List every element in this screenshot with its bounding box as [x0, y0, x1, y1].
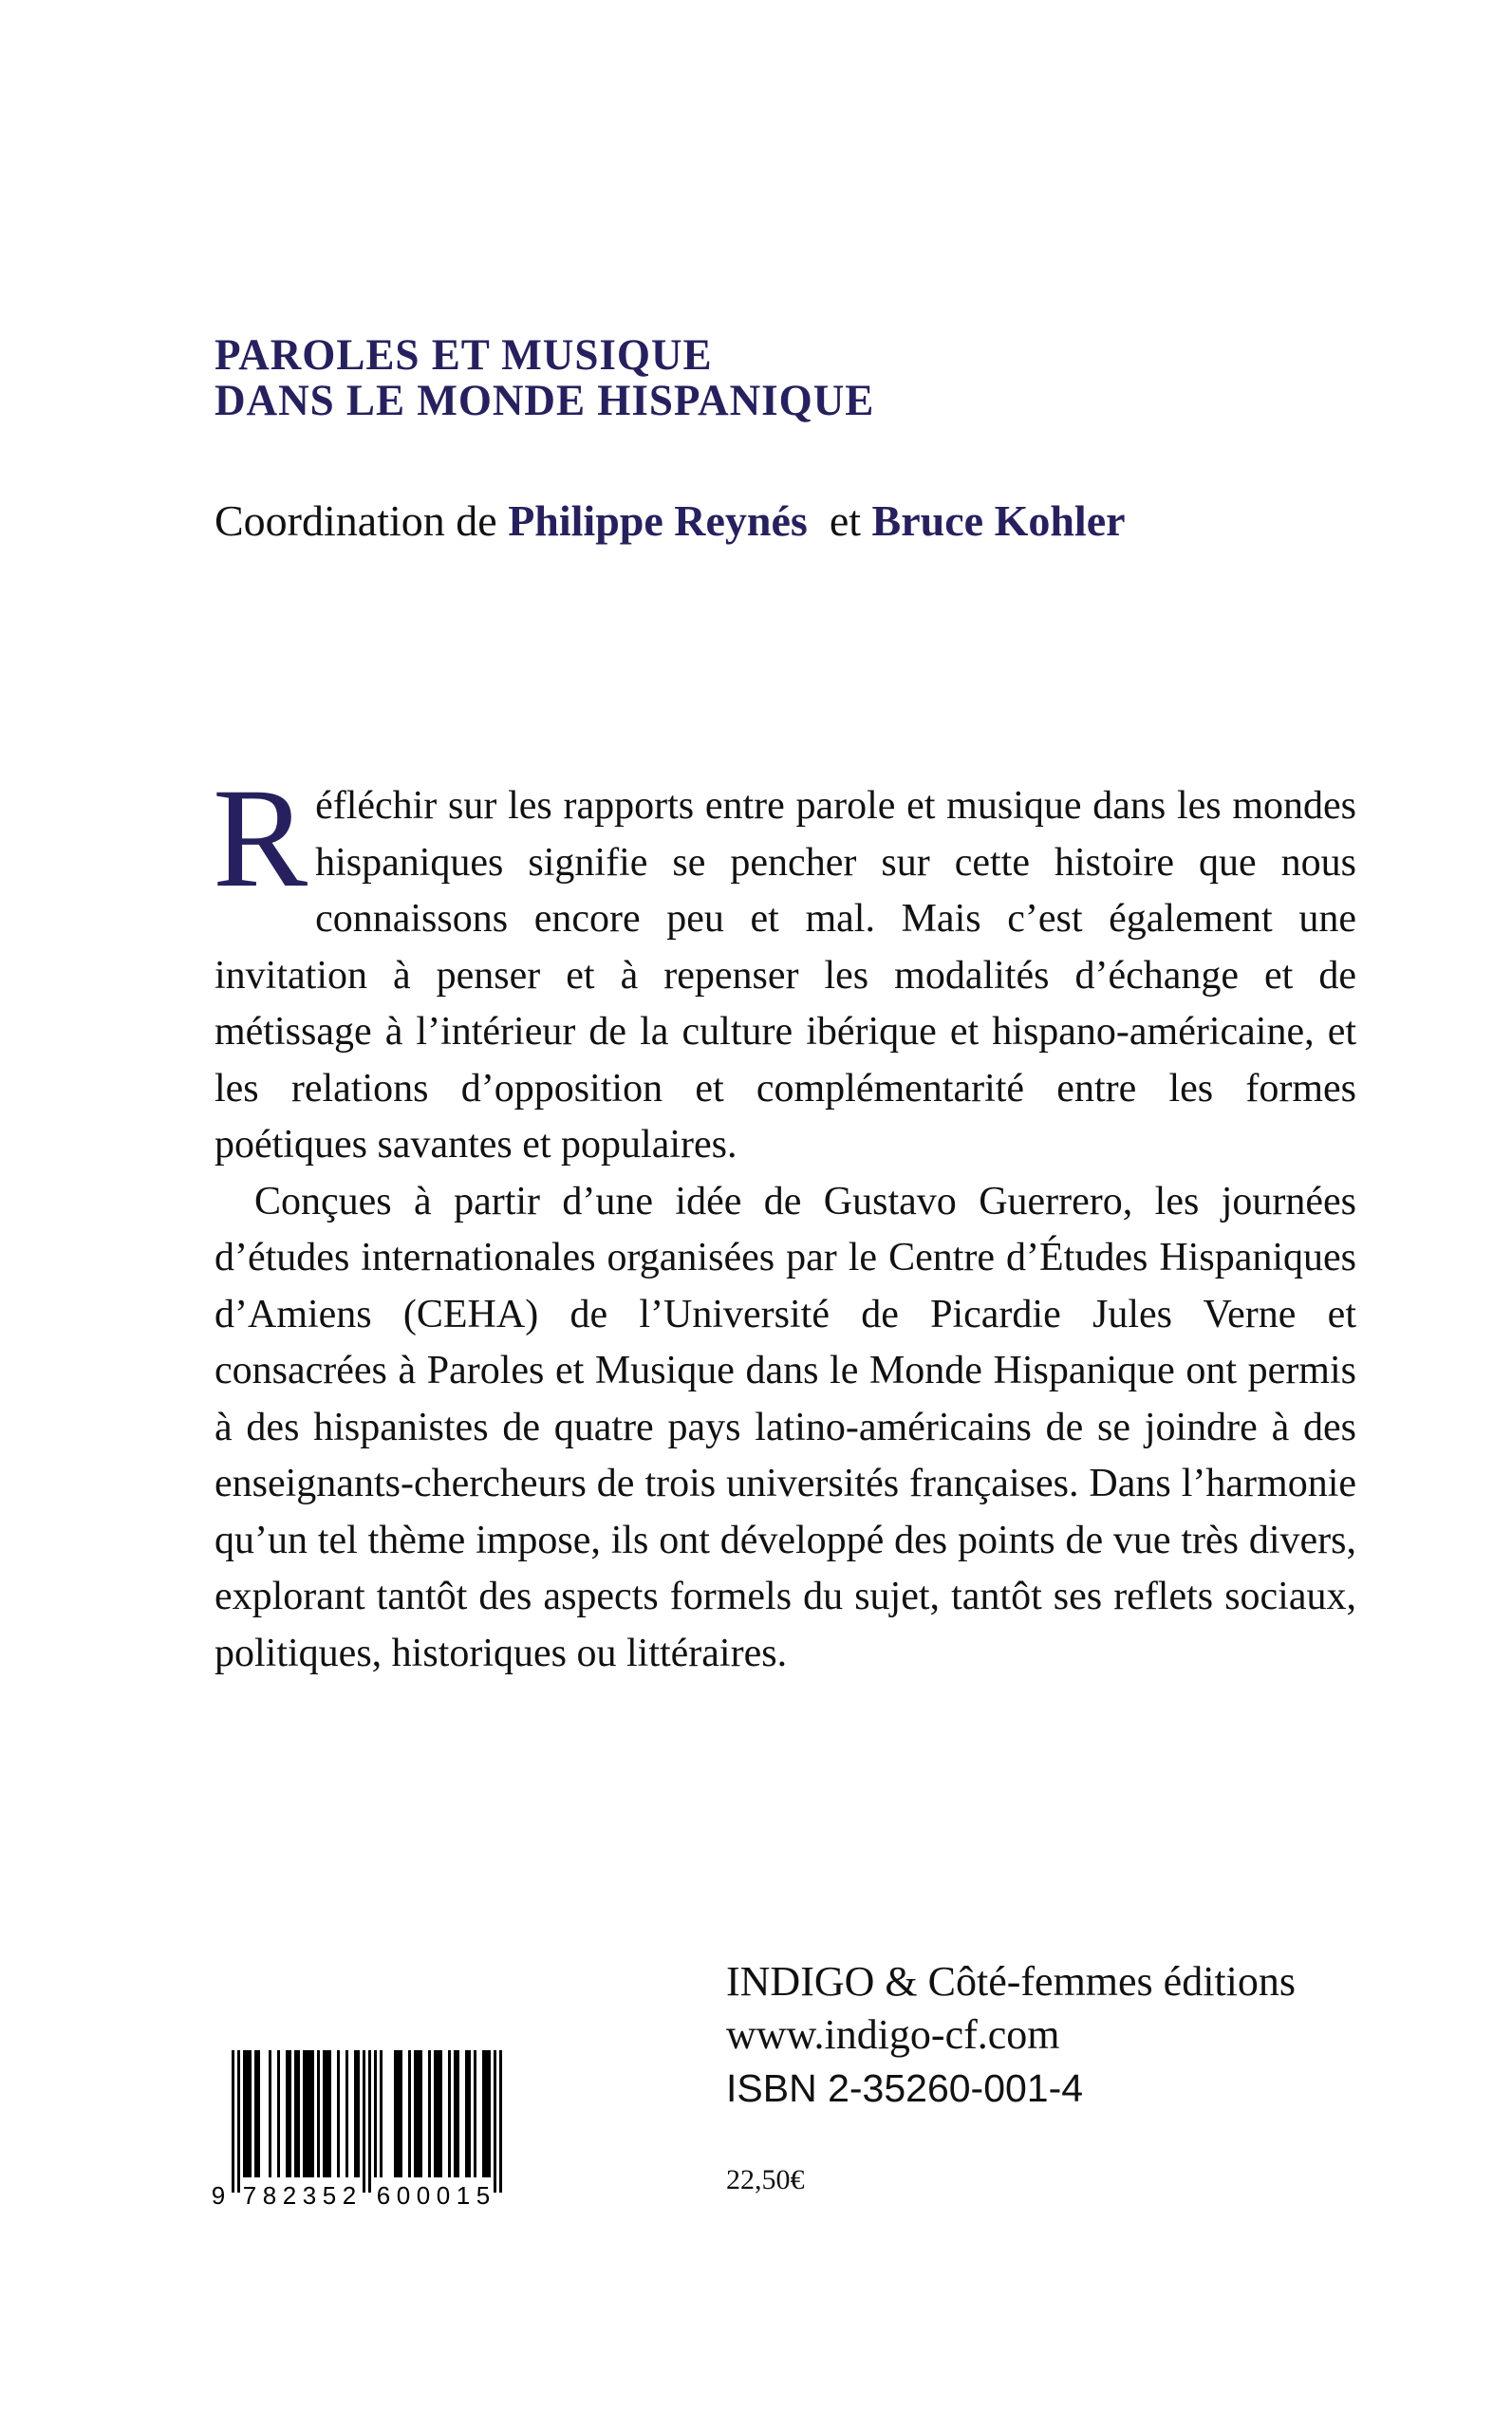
title-line-2: DANS LE MONDE HISPANIQUE — [215, 376, 875, 425]
barcode-bar — [400, 2050, 402, 2177]
barcode-bar — [306, 2050, 308, 2177]
book-title — [215, 332, 874, 423]
barcode-digit: 0 — [416, 2181, 431, 2210]
isbn: ISBN 2-35260-001-4 — [726, 2066, 1084, 2110]
barcode-bar — [323, 2050, 326, 2177]
barcode-bar — [417, 2050, 420, 2177]
barcode-digit: 1 — [456, 2181, 471, 2210]
barcode-digit: 5 — [476, 2181, 491, 2210]
barcode-bar — [488, 2050, 491, 2177]
barcode-bar — [374, 2050, 377, 2177]
title-line-1: PAROLES ET MUSIQUE — [215, 330, 713, 380]
barcode-bar — [277, 2050, 280, 2177]
barcode-bar — [232, 2050, 234, 2193]
barcode — [211, 2050, 524, 2212]
barcode-bar — [303, 2050, 306, 2177]
barcode-bar — [439, 2050, 442, 2177]
barcode-digit: 2 — [282, 2181, 297, 2210]
blurb — [213, 759, 1356, 1682]
barcode-bar — [294, 2050, 297, 2177]
barcode-bar — [499, 2050, 502, 2193]
barcode-bar — [448, 2050, 451, 2177]
barcode-bar — [345, 2050, 348, 2177]
barcode-bar — [368, 2050, 371, 2193]
barcode-bar — [454, 2050, 457, 2177]
barcode-bar — [357, 2050, 360, 2177]
barcode-bar — [482, 2050, 485, 2177]
barcode-bar — [465, 2050, 468, 2177]
barcode-bar — [326, 2050, 328, 2177]
barcode-bar — [494, 2050, 496, 2193]
barcode-bar — [474, 2050, 476, 2177]
barcode-digit: 6 — [376, 2181, 391, 2210]
barcode-digit: 7 — [242, 2181, 257, 2210]
publisher-name: INDIGO & Côté-femmes éditions — [726, 1958, 1296, 2005]
barcode-bar — [289, 2050, 291, 2177]
barcode-bar — [420, 2050, 422, 2177]
barcode-bar — [434, 2050, 437, 2177]
drop-cap: R — [213, 759, 308, 917]
barcode-digit: 5 — [322, 2181, 337, 2210]
barcode-digit: 8 — [262, 2181, 277, 2210]
barcode-bar — [311, 2050, 314, 2177]
barcode-bar — [414, 2050, 417, 2177]
barcode-bar — [269, 2050, 271, 2177]
barcode-bar — [394, 2050, 397, 2177]
barcode-digit: 0 — [436, 2181, 451, 2210]
barcode-digit: 0 — [396, 2181, 411, 2210]
editor-2: Bruce Kohler — [871, 496, 1126, 545]
publisher-website[interactable]: www.indigo-cf.com — [726, 2011, 1060, 2058]
barcode-bar — [380, 2050, 383, 2177]
price: 22,50€ — [726, 2164, 805, 2195]
barcode-bar — [428, 2050, 431, 2177]
barcode-bar — [437, 2050, 439, 2177]
paragraph-1-text: éfléchir sur les rapports entre parole et musique dans les mondes hispaniques signifie se pencher sur cette histoire que nous connaissons encore peu et mal. Mais c’est également une invitation à penser et à repenser les modalités d’échange et de métissage à l’intérieur de la culture ibérique et hispano-américaine, et les relations d’opposition et complémentarité entre les formes poétiques savantes et populaires. — [215, 784, 1356, 1167]
barcode-bar — [249, 2050, 252, 2177]
barcode-bar — [397, 2050, 400, 2177]
barcode-bar — [328, 2050, 331, 2177]
barcode-bar — [254, 2050, 257, 2177]
barcode-digit: 2 — [342, 2181, 357, 2210]
coordination-credit — [215, 495, 1126, 546]
barcode-bar — [354, 2050, 357, 2177]
barcode-bar — [237, 2050, 240, 2193]
publisher-info — [726, 1955, 1296, 2115]
barcode-bar — [297, 2050, 300, 2177]
barcode-bar — [286, 2050, 289, 2177]
barcode-bar — [363, 2050, 365, 2193]
barcode-bar — [408, 2050, 411, 2177]
barcode-digit: 3 — [302, 2181, 317, 2210]
coordination-joiner: et — [829, 496, 862, 545]
barcode-bar — [243, 2050, 246, 2177]
barcode-bar — [457, 2050, 459, 2177]
barcode-digit: 9 — [211, 2181, 226, 2210]
editor-1: Philippe Reynés — [508, 496, 808, 545]
barcode-bar — [257, 2050, 260, 2177]
blurb-paragraph-1 — [213, 759, 1356, 1174]
barcode-bar — [308, 2050, 311, 2177]
barcode-bar — [485, 2050, 488, 2177]
barcode-bar — [317, 2050, 320, 2177]
barcode-bar — [468, 2050, 471, 2177]
barcode-bar — [337, 2050, 340, 2177]
blurb-paragraph-2: Conçues à partir d’une idée de Gustavo Guerrero, les journées d’études internationales organisées par le Centre d’Études Hispaniques d’Amiens (CEHA) de l’Université de Picardie Jules Verne et consacrées à Paroles et Musique dans le Monde Hispanique ont permis à des hispanistes de quatre pays latino-américains de se joindre à des enseignants-chercheurs de trois universités françaises. Dans l’harmonie qu’un tel thème impose, ils ont développé des points de vue très divers, explorant tantôt des aspects formels du sujet, tantôt ses reflets sociaux, politiques, historiques ou littéraires. — [215, 1179, 1356, 1675]
coordination-prefix: Coordination de — [215, 496, 497, 545]
barcode-bar — [246, 2050, 249, 2177]
